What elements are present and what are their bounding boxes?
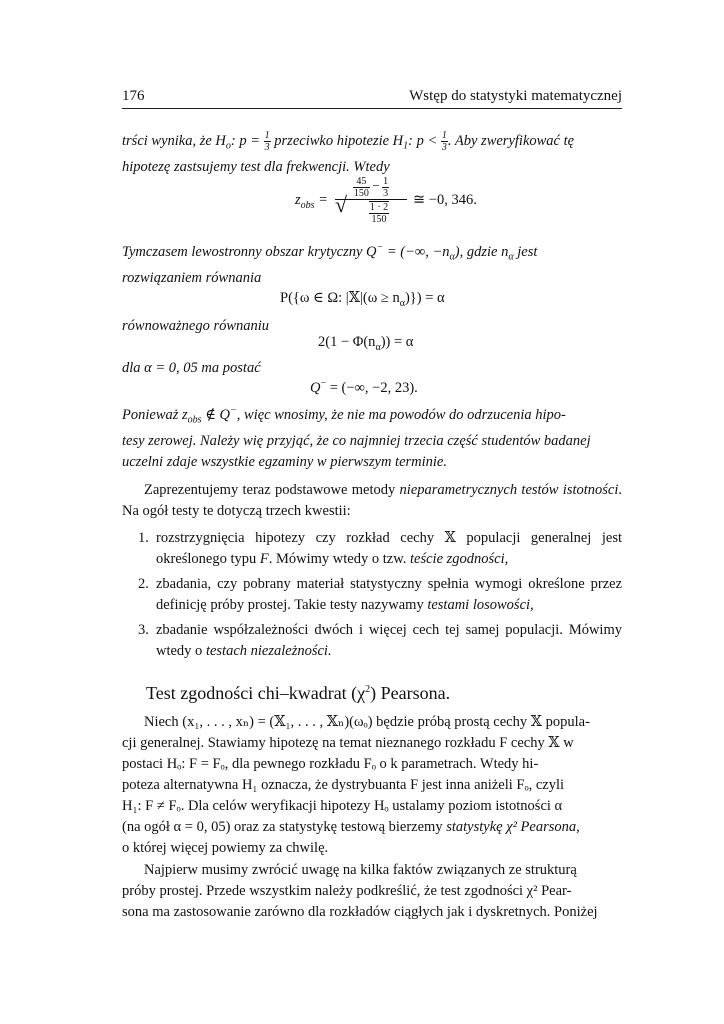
fraction: $\frac{1}{3}$ (264, 130, 270, 153)
equation-probability: P({ω ∈ Ω: |𝕏|(ω ≥ $n_\alpha)\}) = \alpha$ (280, 290, 445, 309)
running-title: Wstęp do statystyki matematycznej (409, 88, 622, 104)
big-fraction: $\frac{45}{150}$ − $\frac{1}{3}$ √ $\frac{1 \cdot 2}{150}$ (335, 176, 407, 225)
list-item: 1. rozstrzygnięcia hipotezy czy rozkład cechy 𝕏 populacji generalnej jest określonego typu F. Mówimy wtedy o tzw. teście zgodności, (138, 530, 622, 567)
line: trści wynika, że $H_o$: p = $\frac{1}{3}$ przeciwko hipotezie $H_1$: p < $\frac{1}{3}$ . Aby zweryfikować tę (122, 130, 575, 153)
paragraph-structure: Najpierw musimy zwrócić uwagę na kilka faktów związanych ze strukturą próby prostej. Przede wszystkim należy podkreślić, że test zgodności χ² Pear- sona ma zastosowanie zarówno dla rozkładów ciągłych jak i dyskretnych. Poniżej (122, 862, 598, 920)
list-item: 3. zbadanie współzależności dwóch i więcej cech tej samej populacji. Mówimy wtedy o testach niezależności. (138, 622, 622, 659)
paragraph-equivalent: równoważnego równaniu (122, 318, 270, 334)
equation-zobs: $z_{obs}$ = $\frac{45}{150}$ − $\frac{1}{3}$ √ $\frac{1 \cdot 2}{150}$ ≅ −0, 346. (295, 176, 477, 225)
paragraph-form: dla α = 0, 05 ma postać (122, 360, 261, 376)
paragraph-critical-region: Tymczasem lewostronny obszar krytyczny Q− = (−∞, $-n_\alpha$), gdzie $n_\alpha$ jest rozwiązaniem równania (122, 242, 538, 286)
paragraph-pearson: Niech (x₁, . . . , xₙ) = (𝕏₁, . . . , 𝕏ₙ)(ωₒ) będzie próbą prostą cechy 𝕏 popula- cji generalnej. Stawiamy hipotezę na temat nieznanego rozkładu F cechy 𝕏 w postaci Hₒ: F = Fₒ, dla pewnego rozkładu Fₒ o k parametrach. Wtedy hi- poteza alternatywna H₁ oznacza, że dystrybuanta F jest inna aniżeli Fₒ, czyli H₁: F ≠ Fₒ. Dla celów weryfikacji hipotezy Hₒ ustalamy poziom istotności α (na ogół α = 0, 05) oraz za statystykę testową bierzemy statystykę χ² Pearsona, o której więcej powiemy za chwilę. (122, 714, 590, 856)
list-item: 2. zbadania, czy pobrany materiał statystyczny spełnia wymogi określone przez definicję próby prostej. Takie testy nazywamy testami losowości, (138, 576, 623, 613)
paragraph-hypothesis (122, 130, 622, 178)
paragraph-intro-tests: Zaprezentujemy teraz podstawowe metody nieparametrycznych testów istotności. Na ogół testy te dotyczą trzech kwestii: (122, 482, 623, 519)
section-heading: Test zgodności chi–kwadrat $(\chi^2)$ Pearsona. (146, 683, 451, 703)
paragraph-conclusion: Ponieważ $z_{obs}$ ∉ Q−, więc wnosimy, że nie ma powodów do odrzucenia hipo- tesy zerowej. Należy wię przyjąć, że co najmniej trzecia część studentów badanej uczelni zdaje wszystkie egzaminy w pierwszym terminie. (122, 405, 591, 470)
running-header (122, 86, 622, 109)
fraction: $\frac{1}{3}$ (441, 130, 447, 153)
page-number: 176 (122, 88, 145, 104)
sqrt-denominator: √ $\frac{1 \cdot 2}{150}$ (335, 192, 389, 225)
equation-q: Q− = (−∞, −2, 23). (310, 378, 418, 396)
equation-phi: $2(1 - \Phi(n_\alpha)) = \alpha$ (318, 334, 414, 353)
line: hipotezę zastsujemy test dla frekwencji. Wtedy (122, 158, 390, 175)
